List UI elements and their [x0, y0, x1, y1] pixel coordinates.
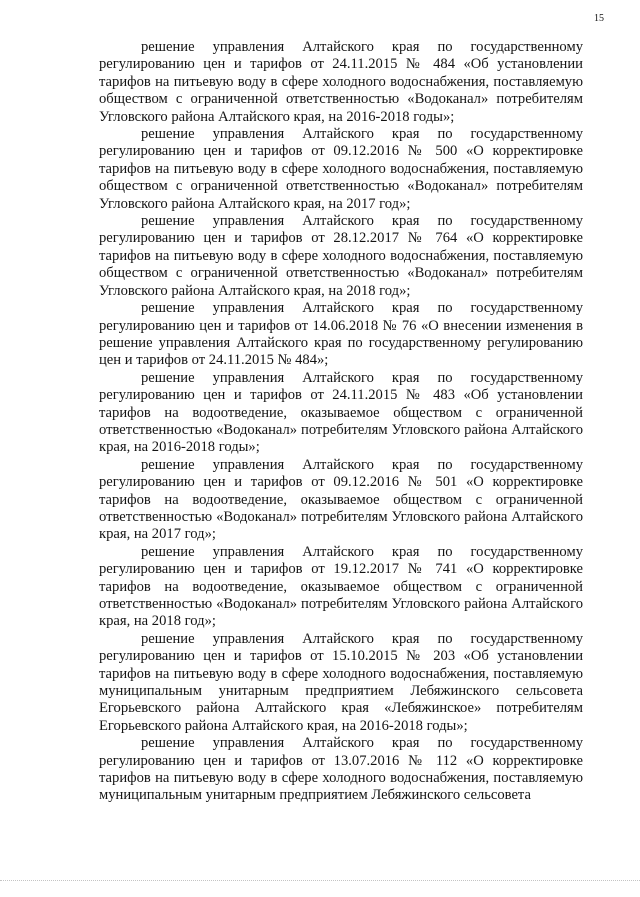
paragraph: решение управления Алтайского края по государственному регулированию цен и тарифов от 19.12.2017 № 741 «О корректировке тарифов на водоотведение, оказываемое обществом с ограниченной ответственностью «Водоканал» потребителям Угловского района Алтайского края, на 2018 год»;	[99, 543, 583, 630]
paragraph: решение управления Алтайского края по государственному регулированию цен и тарифов от 28.12.2017 № 764 «О корректировке тарифов на питьевую воду в сфере холодного водоснабжения, поставляемую обществом с ограниченной ответственностью «Водоканал» потребителям Угловского района Алтайского края, на 2018 год»;	[99, 213, 583, 299]
paragraph: решение управления Алтайского края по государственному регулированию цен и тарифов от 13.07.2016 № 112 «О корректировке тарифов на питьевую воду в сфере холодного водоснабжения, поставляемую муниципальным унитарным предприятием Лебяжинского сельсовета	[99, 735, 583, 804]
paragraph: решение управления Алтайского края по государственному регулированию цен и тарифов от 09.12.2016 № 500 «О корректировке тарифов на питьевую воду в сфере холодного водоснабжения, поставляемую обществом с ограниченной ответственностью «Водоканал» потребителям Угловского района Алтайского края, на 2017 год»;	[99, 126, 583, 212]
paragraph: решение управления Алтайского края по государственному регулированию цен и тарифов от 24.11.2015 № 483 «Об установлении тарифов на водоотведение, оказываемое обществом с ограниченной ответственностью «Водоканал» потребителям Угловского района Алтайского края, на 2016-2018 годы»;	[99, 369, 583, 456]
paragraph: решение управления Алтайского края по государственному регулированию цен и тарифов от 14.06.2018 № 76 «О внесении изменения в решение управления Алтайского края по государственному регулированию цен и тарифов от 24.11.2015 № 484»;	[99, 300, 583, 369]
scan-edge-line	[0, 880, 640, 881]
document-body	[99, 39, 583, 805]
page-number: 15	[594, 13, 604, 24]
paragraph: решение управления Алтайского края по государственному регулированию цен и тарифов от 15.10.2015 № 203 «Об установлении тарифов на питьевую воду в сфере холодного водоснабжения, поставляемую муниципальным унитарным предприятием Лебяжинского сельсовета Егорьевского района Алтайского края «Лебяжинское» потребителям Егорьевского района Алтайского края, на 2016-2018 годы»;	[99, 630, 583, 734]
paragraph: решение управления Алтайского края по государственному регулированию цен и тарифов от 09.12.2016 № 501 «О корректировке тарифов на водоотведение, оказываемое обществом с ограниченной ответственностью «Водоканал» потребителям Угловского района Алтайского края, на 2017 год»;	[99, 456, 583, 543]
paragraph: решение управления Алтайского края по государственному регулированию цен и тарифов от 24.11.2015 № 484 «Об установлении тарифов на питьевую воду в сфере холодного водоснабжения, поставляемую обществом с ограниченной ответственностью «Водоканал» потребителям Угловского района Алтайского края, на 2016-2018 годы»;	[99, 39, 583, 125]
